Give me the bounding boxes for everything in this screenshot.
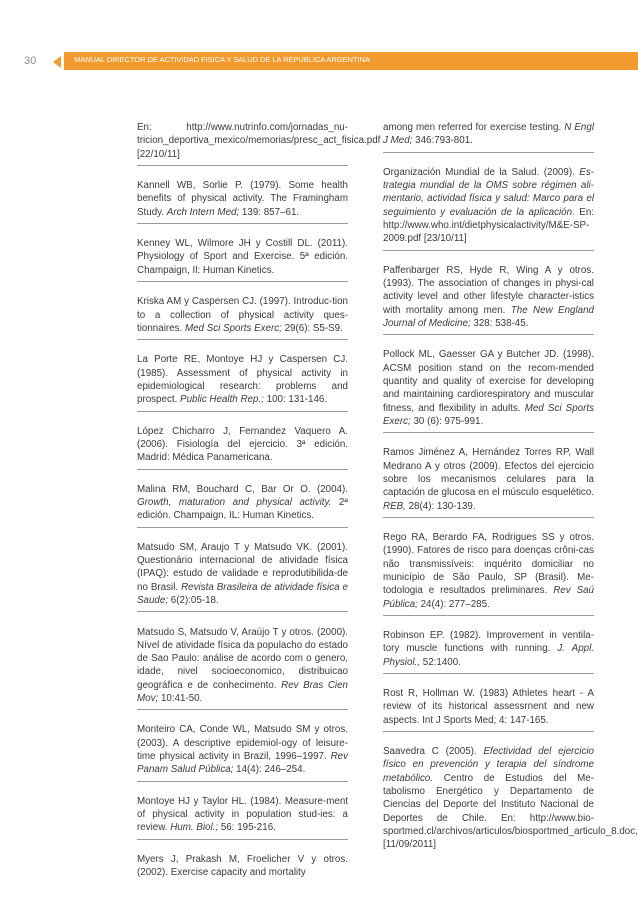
reference-entry [383,348,594,433]
reference-entry [383,745,638,855]
reference-entry [137,723,348,781]
reference-text: 6(2):05-18. [168,595,219,607]
reference-text: Malina RM, Bouchard C, Bar Or O. (2004). [137,483,348,495]
header-arrow-icon [53,56,61,68]
reference-source: J. Appl. Physiol., [383,643,594,668]
reference-text: Pollock ML, Gaesser GA y Butcher JD. (1998). ACSM position stand on the recom-mended quantity and quality of exercise for developing and maintaining cardiorespiratory and muscular fitness, and flexibility in adults. [383,349,594,414]
reference-source: Rev Bras Cien Mov; [137,679,348,704]
reference-text: 10:41-50. [158,693,203,704]
reference-text: Organización Mundial de la Salud. (2009). [383,166,580,178]
reference-entry [383,531,594,616]
reference-text: 56: 195-216. [218,822,276,834]
reference-source: Rev Panam Salud Pública; [137,751,348,776]
reference-text: 139: 857–61. [239,206,300,218]
reference-text: Rost R, Hollman W. (1983) Athletes heart - A review of its historical assessrnent and new aspects. Int J Sports Med; 4: 147-165. [383,688,594,726]
reference-text: Ramos Jiménez A, Hernández Torres RP, Wall Medrano A y otros (2009). Efectos del ejercicio sobre los mecanismos celulares para la captación de glucosa en el músculo esquelético. [383,447,594,499]
reference-entry [137,795,348,840]
reference-source: Med Sci Sports Exerc; [383,402,594,427]
reference-source: Efectividad del ejercicio físico en prevención y terapia del síndrome metabólico. [383,746,594,784]
reference-text: La Porte RE, Montoye HJ y Caspersen CJ. (1985). Assessment of physical activity in epidemiological research: problems and prospect. [137,354,348,406]
reference-text: Myers J, Prakash M, Froelicher V y otros. (2002). Exercise capacity and mortality [137,853,348,879]
reference-text: Robinson EP. (1982). Improvement in ventila-tory muscle functions with running. [383,630,594,655]
reference-text: 328: 538-45. [470,317,529,329]
reference-entry [383,687,594,732]
reference-entry [137,237,348,282]
reference-entry [137,179,348,224]
reference-source: The New England Journal of Medicine; [383,304,594,329]
reference-source: N Engl J Med; [383,122,595,147]
reference-text: 14(4): 246–254. [233,764,306,776]
reference-text: 346:793-801. [412,135,473,147]
reference-text: 100: 131-146. [263,394,328,406]
reference-text: 28(4): 130-139. [405,500,476,512]
reference-text: López Chicharro J, Fernandez Vaquero A. (2006). Fisiología del ejercicio. 3ª edición. Madrid: Médica Panamericana. [137,425,348,464]
reference-source: Med Sci Sports Exerc; [184,322,282,334]
reference-entry [383,446,594,517]
reference-entry [137,853,348,884]
reference-text: among men referred for exercise testing. [383,122,565,133]
page-number: 30 [24,55,37,67]
reference-text: 52:1400. [420,656,461,668]
reference-text: Kenney WL, Wilmore JH y Costill DL. (2011). Physiology of Sport and Exercise. 5ª edición. Champaign, Il: Human Kinetics. [137,238,348,276]
reference-text: Montoye HJ y Taylor HL. (1984). Measure-ment of physical activity in population stud-ies: a review. [137,795,348,834]
reference-entry [137,626,348,711]
reference-text: Centro de Estudios del Me-tabolismo Energético y Departamento de Ciencias del Deporte del Instituto Nacional de Deportes de Chile. En: http://www.bio-sportmed.cl/archivos/articulos/biosportmed_articulo_8.doc, [11/09/2011] [383,772,638,851]
reference-text: 2ª edición. Champaign, IL: Human Kinetics. [137,497,348,522]
reference-text: En: http://www.who.int/dietphysicalactivity/M&E-SP-2009.pdf [23/10/11] [383,206,594,245]
reference-source: Arch Intern Med; [166,206,240,218]
reference-entry [137,121,381,166]
reference-text: Matsudo SM, Araujo T y Matsudo VK. (2001). Questionário internacional de atividade física (IPAQ): estudo de validade e reprodutibilida-de no Brasil. [137,541,348,593]
reference-text: Matsudo S, Matsudo V, Araújo T y otros. (2000). Nível de atividade física da populacho do estado de Sao Paulo: análise de acordo com o genero, idade, nivel socioeconomico, distribuicao geográfica e de conhecimento. [137,626,348,691]
reference-source: Growth, maturation and physical activity. [137,497,332,509]
reference-entry [137,541,348,612]
reference-text: Kriska AM y Caspersen CJ. (1997). Introduc-tion to a collection of physical activity ques-tionnaires. [137,296,348,334]
reference-entry [137,353,348,411]
reference-text: 24(4): 277–285. [417,598,490,610]
reference-entry [137,295,348,340]
reference-text: Paffenbarger RS, Hyde R, Wing A y otros. (1993). The association of changes in physi-cal activity level and other lifestyle character-istics with mortality among men. [383,264,594,316]
reference-entry [383,121,594,153]
reference-entry [383,629,594,674]
reference-entry [137,425,348,470]
reference-text: 30 (6): 975-991. [410,415,484,427]
reference-source: Rev Saú Pública; [383,585,595,610]
reference-text: Kannell WB, Sorlie P. (1979). Some health benefits of physical activity. The Framingham Study. [137,180,348,218]
reference-entry [383,264,594,335]
references-right-column [383,121,638,869]
reference-text: Saavedra C (2005). [383,746,484,758]
page-header [0,52,638,72]
reference-text: Rego RA, Berardo FA, Rodrigues SS y otros. (1990). Fatores de risco para doenças crôni-cas não transmissíveis: inquérito domiciliar no município de São Paulo, SP (Brasil). Me-todologia e resultados preliminares. [383,532,594,597]
reference-text: En: http://www.nutrinfo.com/jornadas_nu-tricion_deportiva_mexico/memorias/presc_act_fisica.pdf [22/10/11] [137,122,381,160]
reference-entry [383,166,594,251]
reference-source: REB, [383,500,406,512]
reference-text: 29(6): S5-S9. [281,322,343,334]
reference-text: Monteiro CA, Conde WL, Matsudo SM y otros. (2003). A descriptive epidemiol-ogy of leisure-time physical activity in Brazil, 1996–1997. [137,724,348,763]
references-left-column [137,121,381,897]
reference-source: Public Health Rep.; [180,394,264,406]
header-bar [64,52,638,70]
header-title: MANUAL DIRECTOR DE ACTIVIDAD FISICA Y SALUD DE LA REPUBLICA ARGENTINA [74,55,370,64]
reference-entry [137,483,348,528]
reference-source: Es-trategia mundial de la OMS sobre régimen ali-mentario, actividad física y salud: Marco para el seguimiento y evaluación de la aplicación. [383,166,594,218]
reference-source: Revista Brasileira de atividade física e Saude; [137,581,348,607]
reference-source: Hum. Biol.; [170,822,219,834]
